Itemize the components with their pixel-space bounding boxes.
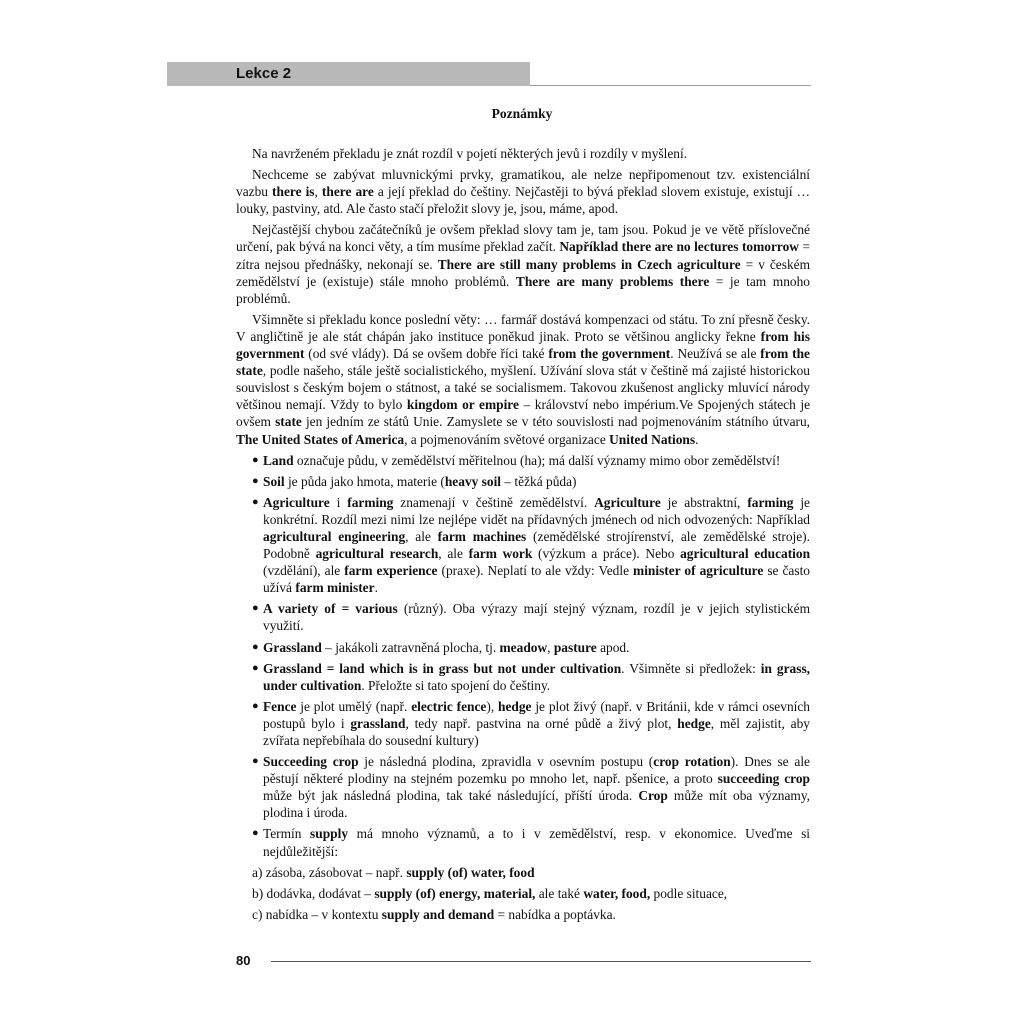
bullet-icon: ● [252,827,259,840]
list-item: ● Fence je plot umělý (např. electric fence), hedge je plot živý (např. v Británii, kde v rámci osevních postupů bylo i grassland, tedy např. pastvina na orné půdě a živý plot, hedge, měl zajistit, aby zvířata nepřebíhala do sousední kultury) [252,698,810,748]
bullet-icon: ● [252,661,259,674]
supply-option: b) dodávka, dodávat – supply (of) energy, material, ale také water, food, podle situace, [252,885,728,901]
paragraph: Nechceme se zabývat mluvnickými prvky, gramatikou, ale nelze nepřipomenout tzv. existenciální vazbu there is, there are a její překlad do češtiny. Nejčastěji to bývá překlad slovem existuje, existují … louky, pastviny, atd. Ale často stačí přeložit slovy je, jsou, máme, apod. [236,167,811,217]
lesson-header-bar [167,62,530,86]
list-item: ● Termín supply má mnoho významů, a to i v zemědělství, resp. v ekonomice. Uveďme si nejdůležitější: [252,826,810,859]
list-item: ● Grassland – jakákoli zatravněná plocha, tj. meadow, pasture apod. [252,639,630,655]
list-item: ● Soil je půda jako hmota, materie (heavy soil – těžká půda) [252,473,577,489]
list-item: ● Succeeding crop je následná plodina, zpravidla v osevním postupu (crop rotation). Dnes se ale pěstují některé plodiny na stejném pozemku po mnoho let, např. pšenice, a proto succeeding crop může být jak následná plodina, tak také následující, příští úroda. Crop může mít oba významy, plodina i úroda. [252,754,811,821]
list-item: ● A variety of = various (různý). Oba výrazy mají stejný význam, rozdíl je v jejich stylistickém využití. [252,601,810,634]
notes-body [236,145,810,927]
bullet-icon: ● [252,640,259,653]
list-item: ● Agriculture i farming znamenají v češtině zemědělství. Agriculture je abstraktní, farming je konkrétní. Rozdíl mezi nimi lze nejlépe vidět na přídavných jménech od nich odvozených: Například agricultural engineering, ale farm machines (zemědělské strojírenství, ale zemědělské stroje). Podobně agricultural research, ale farm work (výzkum a práce). Nebo agricultural education (vzdělání), ale farm experience (praxe). Neplatí to ale vždy: Vedle minister of agriculture se často užívá farm minister. [252,494,811,596]
bullet-icon: ● [252,699,259,712]
bullet-icon: ● [252,453,259,466]
page-number: 80 [236,953,251,968]
lesson-label: Lekce 2 [236,65,292,82]
supply-option: a) zásoba, zásobovat – např. supply (of) water, food [252,864,535,880]
paragraph: Na navrženém překladu je znát rozdíl v pojetí některých jevů i rozdíly v myšlení. [252,146,688,161]
notes-list [236,452,810,860]
footer-rule [271,961,811,962]
bullet-icon: ● [252,474,259,487]
bullet-icon: ● [252,495,259,508]
bullet-icon: ● [252,755,259,768]
supply-option: c) nabídka – v kontextu supply and demand = nabídka a poptávka. [252,906,616,922]
list-item: ● Land označuje půdu, v zemědělství měřitelnou (ha); má další významy mimo obor zemědělství! [252,452,781,468]
bullet-icon: ● [252,602,259,615]
paragraph: Nejčastější chybou začátečníků je ovšem překlad slovy tam je, tam jsou. Pokud je ve větě příslovečné určení, pak bývá na konci věty, a tím musíme překlad začít. Například there are no lectures tomorrow = zítra nejsou přednášky, nekonají se. There are still many problems in Czech agriculture = v českém zemědělství je (existuje) stále mnoho problémů. There are many problems there = je tam mnoho problémů. [236,222,811,306]
page-title: Poznámky [491,106,553,121]
paragraph: Všimněte si překladu konce poslední věty: … farmář dostává kompenzaci od státu. To zní přesně česky. V angličtině je ale stát chápán jako instituce poněkud jinak. Proto se většinou anglicky řekne from his government (od své vlády). Dá se ovšem dobře říci také from the government. Neužívá se ale from the state, podle našeho, stále ještě socialistického, myšlení. Užívání slova stát v češtině má zajisté historickou souvislost s českým bojem o státnost, a také se socialismem. Takovou zkušenost anglicky mluvící národy většinou nemají. Vždy to bylo kingdom or empire – království nebo impérium.Ve Spojených státech je ovšem state jen jedním ze států Unie. Zamyslete se v této souvislosti nad pojmenováním státního útvaru, The United States of America, a pojmenováním světové organizace United Nations. [236,311,811,447]
header-rule [530,85,811,86]
list-item: ● Grassland = land which is in grass but not under cultivation. Všimněte si předložek: in grass, under cultivation. Přeložte si tato spojení do češtiny. [252,660,811,693]
